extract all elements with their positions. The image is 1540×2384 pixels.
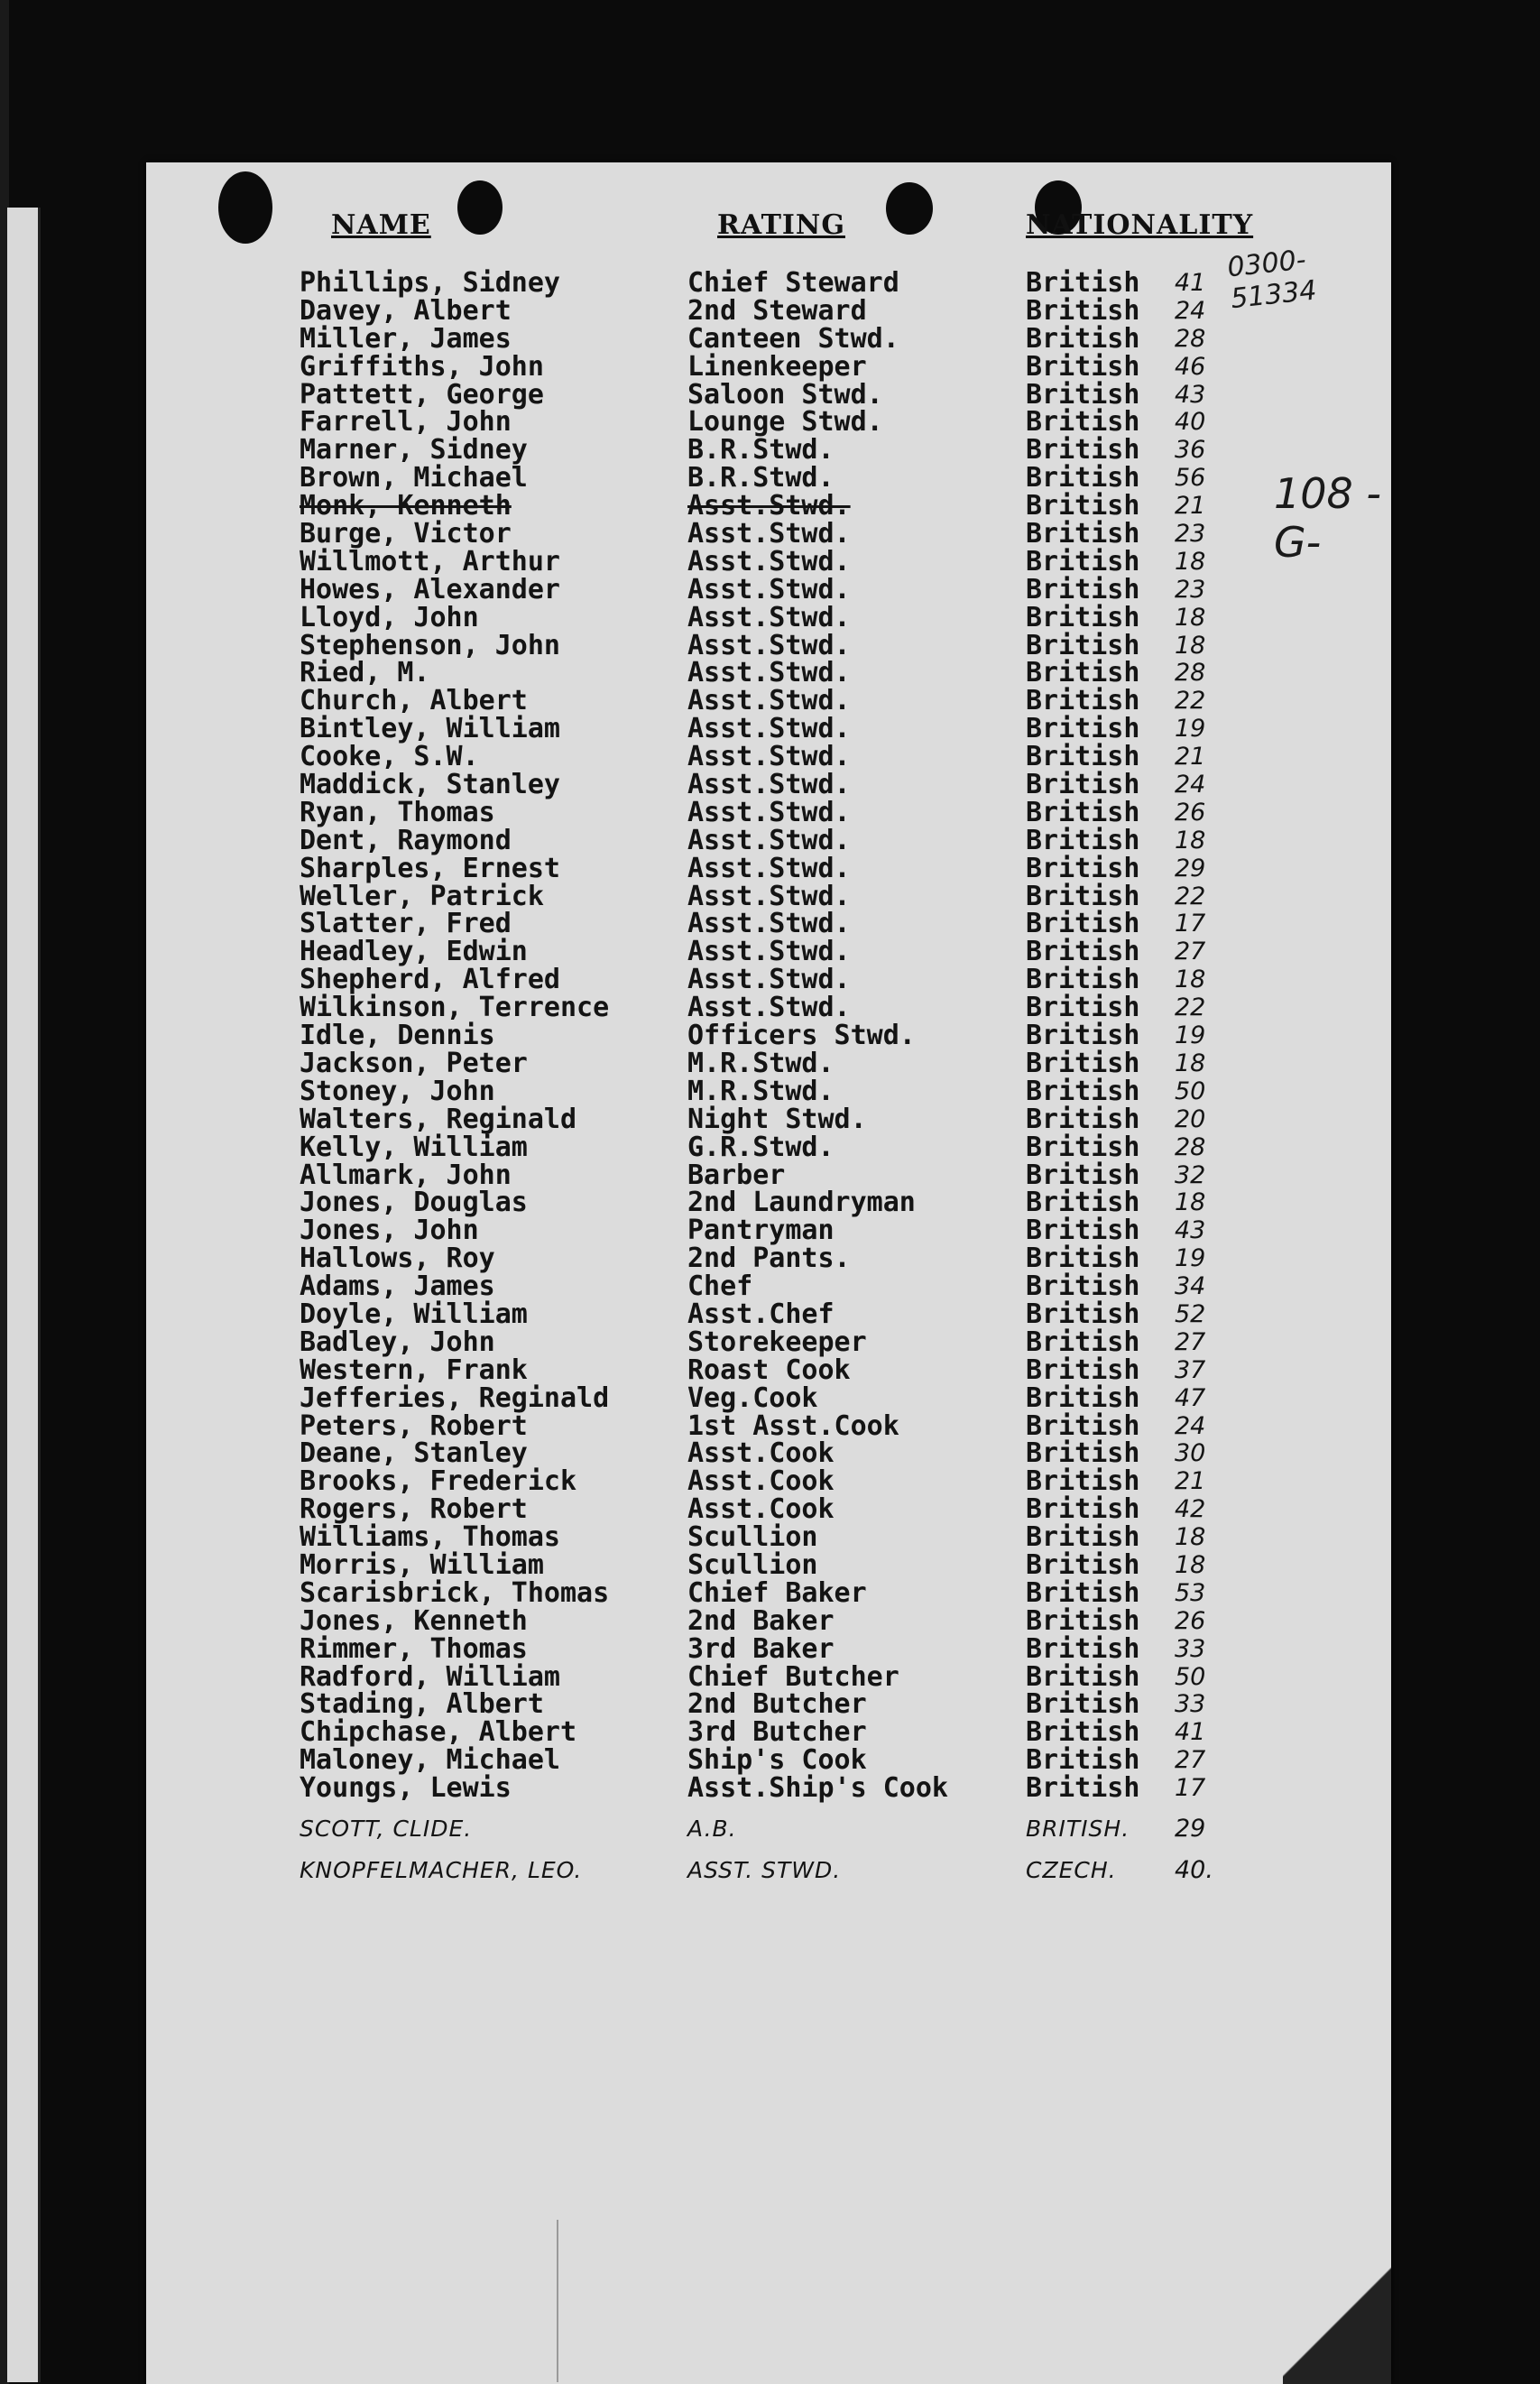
crew-rating: Asst.Cook xyxy=(687,1465,835,1498)
crew-rating: Chef xyxy=(687,1271,753,1303)
crew-row xyxy=(146,269,1391,297)
crew-nationality: British xyxy=(1026,462,1140,494)
crew-name: Willmott, Arthur xyxy=(300,545,560,578)
crew-nationality: British xyxy=(1026,1576,1140,1609)
crew-rating: Asst.Stwd. xyxy=(687,490,851,522)
crew-age: 22 xyxy=(1175,993,1206,1022)
crew-rating: Chief Butcher xyxy=(687,1660,899,1693)
crew-nationality: British xyxy=(1026,1604,1140,1637)
crew-age: 41 xyxy=(1175,1718,1206,1747)
crew-rating: Asst.Stwd. xyxy=(687,824,851,856)
crew-rating: Asst.Stwd. xyxy=(687,796,851,828)
crew-age: 24 xyxy=(1175,1411,1206,1440)
crew-rating: Lounge Stwd. xyxy=(687,406,883,439)
crew-rating: Asst.Stwd. xyxy=(687,545,851,578)
crew-name: Williams, Thomas xyxy=(300,1521,560,1554)
crew-name: KNOPFELMACHER, LEO. xyxy=(300,1856,583,1883)
crew-row xyxy=(146,687,1391,715)
crew-row xyxy=(146,1716,1391,1749)
crew-nationality: British xyxy=(1026,1716,1140,1749)
crew-name: Kelly, William xyxy=(300,1131,528,1163)
crew-nationality: British xyxy=(1026,741,1140,773)
crew-rating: Asst.Stwd. xyxy=(687,518,851,550)
crew-rating: 2nd Laundryman xyxy=(687,1187,916,1219)
crew-nationality: British xyxy=(1026,434,1140,467)
crew-row xyxy=(146,1187,1391,1219)
crew-name: Shepherd, Alfred xyxy=(300,964,560,996)
crew-name: Cooke, S.W. xyxy=(300,741,479,773)
crew-name: Stading, Albert xyxy=(300,1688,544,1721)
crew-name: Griffiths, John xyxy=(300,350,544,383)
crew-rating: Asst.Stwd. xyxy=(687,573,851,605)
crew-age: 18 xyxy=(1175,603,1206,632)
crew-age: 43 xyxy=(1175,1216,1206,1245)
crew-row xyxy=(146,1381,1391,1414)
crew-rating: Scullion xyxy=(687,1548,818,1581)
crew-age: 22 xyxy=(1175,882,1206,910)
crew-rating: Scullion xyxy=(687,1521,818,1554)
crew-name: Hallows, Roy xyxy=(300,1243,495,1275)
crew-row xyxy=(146,434,1391,467)
crew-age: 26 xyxy=(1175,798,1206,827)
crew-nationality: British xyxy=(1026,1465,1140,1498)
crew-age: 34 xyxy=(1175,1272,1206,1301)
crew-rating: Asst.Ship's Cook xyxy=(687,1772,948,1805)
page-corner xyxy=(1283,2258,1391,2384)
crew-age: 18 xyxy=(1175,631,1206,660)
crew-row xyxy=(146,406,1391,439)
crew-nationality: British xyxy=(1026,824,1140,856)
crew-row xyxy=(146,1161,1391,1189)
crew-name: Headley, Edwin xyxy=(300,936,528,968)
crew-nationality: British xyxy=(1026,1381,1140,1414)
crew-nationality: British xyxy=(1026,936,1140,968)
crew-name: Marner, Sidney xyxy=(300,434,528,467)
crew-rating: Asst.Stwd. xyxy=(687,908,851,940)
reference-number: 0300-51334 xyxy=(1225,244,1319,316)
crew-name: Jones, John xyxy=(300,1215,479,1247)
crew-name: Western, Frank xyxy=(300,1354,528,1386)
crew-nationality: British xyxy=(1026,1020,1140,1052)
crew-nationality: British xyxy=(1026,1660,1140,1693)
crew-nationality: British xyxy=(1026,1521,1140,1554)
crew-age: 22 xyxy=(1175,687,1206,716)
crew-row xyxy=(146,1465,1391,1498)
crew-nationality: British xyxy=(1026,629,1140,661)
crew-age: 17 xyxy=(1175,910,1206,938)
crew-rating: M.R.Stwd. xyxy=(687,1075,835,1107)
crew-rating: G.R.Stwd. xyxy=(687,1131,835,1163)
file-code: 108 -G- xyxy=(1274,469,1382,567)
crew-name: Pattett, George xyxy=(300,378,544,411)
crew-row xyxy=(146,796,1391,828)
crew-name: Dent, Raymond xyxy=(300,824,512,856)
header-rating: RATING xyxy=(717,209,845,241)
crew-age: 56 xyxy=(1175,464,1206,493)
crew-nationality: British xyxy=(1026,601,1140,633)
crew-age: 21 xyxy=(1175,1467,1206,1496)
crew-nationality: British xyxy=(1026,267,1140,299)
crew-nationality: British xyxy=(1026,1744,1140,1777)
crew-name: Brooks, Frederick xyxy=(300,1465,577,1498)
crew-rating: M.R.Stwd. xyxy=(687,1047,835,1079)
crew-age: 52 xyxy=(1175,1299,1206,1328)
crew-row xyxy=(146,1409,1391,1442)
crew-age: 19 xyxy=(1175,715,1206,744)
crew-rating: Storekeeper xyxy=(687,1326,867,1358)
crew-name: Farrell, John xyxy=(300,406,512,439)
crew-name: Maloney, Michael xyxy=(300,1744,560,1777)
crew-row xyxy=(146,1215,1391,1247)
crew-rating: Asst.Stwd. xyxy=(687,992,851,1024)
crew-name: Peters, Robert xyxy=(300,1409,528,1442)
crew-name: Walters, Reginald xyxy=(300,1103,577,1135)
crew-row xyxy=(146,824,1391,856)
crew-rating: Asst.Cook xyxy=(687,1437,835,1470)
crew-age: 24 xyxy=(1175,771,1206,799)
crew-nationality: British xyxy=(1026,796,1140,828)
crew-row xyxy=(146,964,1391,996)
crew-nationality: British xyxy=(1026,1772,1140,1805)
crew-row xyxy=(146,1688,1391,1721)
crew-rating: Linenkeeper xyxy=(687,350,867,383)
punch-hole-center xyxy=(886,182,933,235)
crew-age: 26 xyxy=(1175,1606,1206,1635)
crew-name: Rogers, Robert xyxy=(300,1493,528,1526)
crew-rating: A.B. xyxy=(687,1815,737,1842)
crew-age: 18 xyxy=(1175,1523,1206,1552)
crew-age: 28 xyxy=(1175,1132,1206,1161)
crew-name: Burge, Victor xyxy=(300,518,512,550)
crew-row xyxy=(146,852,1391,884)
crew-rating: Night Stwd. xyxy=(687,1103,867,1135)
crew-rating: Officers Stwd. xyxy=(687,1020,916,1052)
crew-rating: Barber xyxy=(687,1159,786,1191)
crew-name: Howes, Alexander xyxy=(300,573,560,605)
handwritten-row xyxy=(146,1802,1391,1843)
crew-rating: B.R.Stwd. xyxy=(687,434,835,467)
crew-age: 29 xyxy=(1175,854,1206,882)
crew-nationality: British xyxy=(1026,685,1140,717)
crew-nationality: British xyxy=(1026,1298,1140,1330)
crew-age: 18 xyxy=(1175,1188,1206,1217)
crew-nationality: British xyxy=(1026,322,1140,355)
crew-row xyxy=(146,715,1391,743)
crew-nationality: British xyxy=(1026,1047,1140,1079)
crew-age: 46 xyxy=(1175,352,1206,381)
crew-age: 18 xyxy=(1175,826,1206,855)
crew-age: 18 xyxy=(1175,547,1206,576)
crew-row xyxy=(146,1077,1391,1105)
crew-age: 53 xyxy=(1175,1578,1206,1607)
adjacent-page-edge xyxy=(7,208,41,2382)
crew-rating: 2nd Butcher xyxy=(687,1688,867,1721)
crew-name: Maddick, Stanley xyxy=(300,769,560,801)
crew-nationality: British xyxy=(1026,1215,1140,1247)
crew-row xyxy=(146,1356,1391,1384)
crew-row xyxy=(146,464,1391,492)
crew-row xyxy=(146,1328,1391,1356)
crew-rating: Chief Steward xyxy=(687,267,899,299)
crew-age: 50 xyxy=(1175,1076,1206,1105)
crew-age: 23 xyxy=(1175,520,1206,549)
crew-name: Chipchase, Albert xyxy=(300,1716,577,1749)
crew-name: Radford, William xyxy=(300,1660,560,1693)
crew-nationality: British xyxy=(1026,1548,1140,1581)
crew-rating: Pantryman xyxy=(687,1215,835,1247)
crew-row xyxy=(146,992,1391,1024)
crew-name: Deane, Stanley xyxy=(300,1437,528,1470)
crew-row xyxy=(146,1105,1391,1133)
crew-row xyxy=(146,294,1391,327)
crew-rating: Asst.Stwd. xyxy=(687,964,851,996)
crew-row xyxy=(146,322,1391,355)
crew-row xyxy=(146,573,1391,605)
crew-row xyxy=(146,1243,1391,1275)
crew-name: SCOTT, CLIDE. xyxy=(300,1815,473,1842)
crew-row xyxy=(146,350,1391,383)
crew-name: Stephenson, John xyxy=(300,629,560,661)
crew-rating: Asst.Stwd. xyxy=(687,769,851,801)
crew-name: Allmark, John xyxy=(300,1159,512,1191)
crew-nationality: British xyxy=(1026,518,1140,550)
crew-age: 50 xyxy=(1175,1662,1206,1691)
crew-rating: Canteen Stwd. xyxy=(687,322,899,355)
crew-rating: 3rd Butcher xyxy=(687,1716,867,1749)
crew-name: Idle, Dennis xyxy=(300,1020,495,1052)
crew-row xyxy=(146,1300,1391,1328)
crew-nationality: CZECH. xyxy=(1026,1856,1117,1883)
crew-name: Youngs, Lewis xyxy=(300,1772,512,1805)
crew-name: Doyle, William xyxy=(300,1298,528,1330)
crew-name: Brown, Michael xyxy=(300,462,528,494)
crew-age: 18 xyxy=(1175,1049,1206,1077)
crew-rating: 2nd Steward xyxy=(687,294,867,327)
crew-nationality: British xyxy=(1026,1159,1140,1191)
crew-row xyxy=(146,378,1391,411)
crew-nationality: British xyxy=(1026,1243,1140,1275)
crew-nationality: British xyxy=(1026,769,1140,801)
crew-name: Ried, M. xyxy=(300,657,430,689)
crew-row xyxy=(146,1772,1391,1805)
crew-name: Slatter, Fred xyxy=(300,908,512,940)
crew-rating: Roast Cook xyxy=(687,1354,851,1386)
crew-name: Jefferies, Reginald xyxy=(300,1381,610,1414)
crew-nationality: British xyxy=(1026,1103,1140,1135)
crew-row xyxy=(146,1632,1391,1665)
crew-age: 17 xyxy=(1175,1774,1206,1803)
punch-hole-left xyxy=(218,171,272,244)
crew-nationality: British xyxy=(1026,1409,1140,1442)
crew-row xyxy=(146,545,1391,578)
punch-hole-center-left xyxy=(457,180,503,235)
crew-nationality: British xyxy=(1026,713,1140,745)
crew-age: 20 xyxy=(1175,1104,1206,1133)
crew-name: Rimmer, Thomas xyxy=(300,1632,528,1665)
crew-nationality: British xyxy=(1026,406,1140,439)
crew-age: 19 xyxy=(1175,1021,1206,1050)
crew-row xyxy=(146,659,1391,687)
crew-name: Jones, Douglas xyxy=(300,1187,528,1219)
crew-table xyxy=(146,269,1391,1885)
crew-age: 33 xyxy=(1175,1634,1206,1663)
crew-name: Sharples, Ernest xyxy=(300,852,560,884)
crew-age: 47 xyxy=(1175,1383,1206,1412)
crew-rating: Asst.Stwd. xyxy=(687,852,851,884)
crew-nationality: British xyxy=(1026,964,1140,996)
handwritten-row xyxy=(146,1843,1391,1885)
crew-age: 30 xyxy=(1175,1439,1206,1468)
crew-nationality: British xyxy=(1026,1271,1140,1303)
crew-age: 21 xyxy=(1175,743,1206,772)
crew-row xyxy=(146,1576,1391,1609)
crew-rating: B.R.Stwd. xyxy=(687,462,835,494)
crew-name: Miller, James xyxy=(300,322,512,355)
crew-nationality: British xyxy=(1026,378,1140,411)
crew-name: Davey, Albert xyxy=(300,294,512,327)
crew-nationality: BRITISH. xyxy=(1026,1815,1130,1842)
crew-nationality: British xyxy=(1026,545,1140,578)
crew-nationality: British xyxy=(1026,490,1140,522)
crew-nationality: British xyxy=(1026,1493,1140,1526)
crew-row xyxy=(146,1493,1391,1526)
crew-name: Weller, Patrick xyxy=(300,880,544,912)
crew-rating: Ship's Cook xyxy=(687,1744,867,1777)
crew-nationality: British xyxy=(1026,350,1140,383)
crew-age: 27 xyxy=(1175,938,1206,966)
crew-nationality: British xyxy=(1026,657,1140,689)
crew-age: 41 xyxy=(1175,269,1206,297)
crew-rating: Saloon Stwd. xyxy=(687,378,883,411)
crew-nationality: British xyxy=(1026,852,1140,884)
crew-age: 40. xyxy=(1175,1855,1213,1884)
crew-row xyxy=(146,1020,1391,1052)
crew-nationality: British xyxy=(1026,294,1140,327)
crew-rating: Asst.Stwd. xyxy=(687,685,851,717)
crew-row xyxy=(146,1133,1391,1161)
crew-rating: Asst.Chef xyxy=(687,1298,835,1330)
crew-age: 18 xyxy=(1175,966,1206,994)
crew-row xyxy=(146,882,1391,910)
crew-age: 29 xyxy=(1175,1814,1206,1843)
crew-rating: Veg.Cook xyxy=(687,1381,818,1414)
crew-rating: Asst.Stwd. xyxy=(687,741,851,773)
crew-name: Lloyd, John xyxy=(300,601,479,633)
crew-name: Jones, Kenneth xyxy=(300,1604,528,1637)
crew-nationality: British xyxy=(1026,1354,1140,1386)
crew-rating: 2nd Pants. xyxy=(687,1243,851,1275)
crew-name: Phillips, Sidney xyxy=(300,267,560,299)
header-name: NAME xyxy=(331,209,431,241)
header-nationality: NATIONALITY xyxy=(1026,209,1254,241)
crew-row xyxy=(146,938,1391,966)
crew-row xyxy=(146,492,1391,520)
crew-age: 42 xyxy=(1175,1495,1206,1524)
crew-age: 33 xyxy=(1175,1690,1206,1719)
crew-nationality: British xyxy=(1026,1187,1140,1219)
crew-name: Wilkinson, Terrence xyxy=(300,992,610,1024)
crew-age: 28 xyxy=(1175,659,1206,688)
crew-rating: 1st Asst.Cook xyxy=(687,1409,899,1442)
crew-name: Ryan, Thomas xyxy=(300,796,495,828)
crew-nationality: British xyxy=(1026,1688,1140,1721)
crew-rating: Asst.Stwd. xyxy=(687,601,851,633)
crew-name: Jackson, Peter xyxy=(300,1047,528,1079)
crew-rating: 3rd Baker xyxy=(687,1632,835,1665)
crew-name: Stoney, John xyxy=(300,1075,495,1107)
crew-name: Scarisbrick, Thomas xyxy=(300,1576,610,1609)
crew-name: Bintley, William xyxy=(300,713,560,745)
crew-nationality: British xyxy=(1026,908,1140,940)
crew-rating: Asst.Stwd. xyxy=(687,880,851,912)
crew-age: 40 xyxy=(1175,408,1206,437)
crew-row xyxy=(146,1604,1391,1637)
crew-rating: Asst.Stwd. xyxy=(687,713,851,745)
crew-row xyxy=(146,1548,1391,1581)
fold-crease xyxy=(557,2220,558,2382)
crew-nationality: British xyxy=(1026,1326,1140,1358)
crew-row xyxy=(146,1660,1391,1693)
crew-row xyxy=(146,743,1391,771)
crew-nationality: British xyxy=(1026,880,1140,912)
crew-row xyxy=(146,629,1391,661)
crew-nationality: British xyxy=(1026,992,1140,1024)
crew-rating: Asst.Stwd. xyxy=(687,629,851,661)
crew-nationality: British xyxy=(1026,1075,1140,1107)
crew-age: 36 xyxy=(1175,436,1206,465)
crew-name: Adams, James xyxy=(300,1271,495,1303)
crew-row xyxy=(146,601,1391,633)
crew-nationality: British xyxy=(1026,573,1140,605)
crew-row xyxy=(146,520,1391,548)
crew-nationality: British xyxy=(1026,1437,1140,1470)
crew-age: 18 xyxy=(1175,1550,1206,1579)
crew-row xyxy=(146,771,1391,799)
crew-rating: 2nd Baker xyxy=(687,1604,835,1637)
crew-row xyxy=(146,1271,1391,1303)
crew-rating: Asst.Stwd. xyxy=(687,936,851,968)
crew-list-page xyxy=(146,162,1391,2384)
crew-row xyxy=(146,1437,1391,1470)
crew-name: Badley, John xyxy=(300,1326,495,1358)
crew-age: 37 xyxy=(1175,1355,1206,1384)
crew-row xyxy=(146,910,1391,938)
crew-rating: Chief Baker xyxy=(687,1576,867,1609)
crew-row xyxy=(146,1744,1391,1777)
crew-age: 28 xyxy=(1175,324,1206,353)
crew-age: 27 xyxy=(1175,1746,1206,1775)
crew-nationality: British xyxy=(1026,1131,1140,1163)
crew-age: 21 xyxy=(1175,492,1206,521)
crew-name: Morris, William xyxy=(300,1548,544,1581)
crew-rating: Asst.Cook xyxy=(687,1493,835,1526)
crew-age: 23 xyxy=(1175,575,1206,604)
crew-age: 27 xyxy=(1175,1327,1206,1356)
crew-rating: Asst.Stwd. xyxy=(687,657,851,689)
crew-rating: ASST. STWD. xyxy=(687,1856,842,1883)
crew-age: 19 xyxy=(1175,1244,1206,1273)
crew-nationality: British xyxy=(1026,1632,1140,1665)
crew-age: 24 xyxy=(1175,296,1206,325)
crew-row xyxy=(146,1521,1391,1554)
crew-age: 32 xyxy=(1175,1160,1206,1189)
crew-row xyxy=(146,1049,1391,1077)
crew-name: Monk, Kenneth xyxy=(300,490,512,522)
crew-name: Church, Albert xyxy=(300,685,528,717)
crew-age: 43 xyxy=(1175,380,1206,409)
